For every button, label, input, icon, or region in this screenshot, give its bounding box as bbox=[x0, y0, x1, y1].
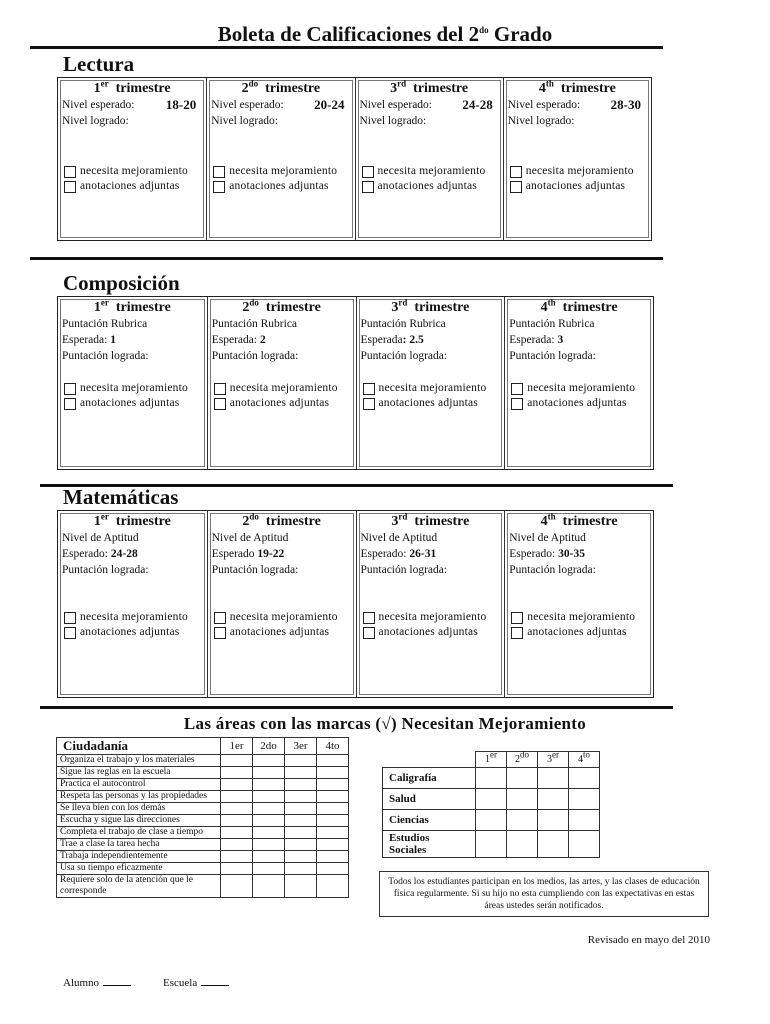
checkbox-group bbox=[64, 164, 202, 194]
quarter-column-header: 2do bbox=[253, 738, 285, 755]
subject-label: Caligrafía bbox=[383, 768, 476, 789]
quarter-column-header: 3er bbox=[285, 738, 317, 755]
mark-cell[interactable] bbox=[507, 768, 538, 789]
mark-cell[interactable] bbox=[317, 827, 349, 839]
areas-title: Las áreas con las marcas (√) Necesitan Mejoramiento bbox=[183, 714, 587, 733]
notes-attached-checkbox[interactable]: anotaciones adjuntas bbox=[511, 396, 649, 411]
mark-cell[interactable] bbox=[538, 768, 569, 789]
checkbox-group bbox=[214, 381, 352, 411]
expected-score: Esperado: 26-31 bbox=[360, 548, 437, 560]
section-title-composicion: Composición bbox=[63, 271, 180, 295]
achieved-score: Puntación lograda: bbox=[211, 350, 299, 362]
expected-score: Esperada: 3 bbox=[509, 334, 564, 346]
quarter-column-header: 1er bbox=[221, 738, 253, 755]
behavior-label: Usa su tiempo eficazmente bbox=[57, 863, 221, 875]
lectura-table bbox=[57, 77, 652, 241]
mark-cell[interactable] bbox=[253, 863, 285, 875]
mark-cell[interactable] bbox=[569, 831, 600, 858]
table-row bbox=[57, 767, 349, 779]
expected-value: 28-30 bbox=[610, 97, 641, 112]
lectura-quarter-2 bbox=[206, 78, 354, 240]
mark-cell[interactable] bbox=[221, 863, 253, 875]
expected-value: 26-31 bbox=[409, 548, 437, 560]
arts-note: Todos los estudiantes participan en los medios, las artes, y las clases de educación física regularmente. Si su hijo no esta cumpliendo con las expectativas en estas áreas ustedes serán notificados. bbox=[379, 871, 709, 917]
checkbox-group bbox=[214, 610, 352, 640]
mark-cell[interactable] bbox=[507, 789, 538, 810]
mark-cell[interactable] bbox=[285, 851, 317, 863]
mark-cell[interactable] bbox=[317, 779, 349, 791]
checkbox-group bbox=[511, 610, 649, 640]
quarter-heading: 1er trimestre bbox=[93, 78, 171, 96]
score-label: Puntación Rubrica bbox=[360, 318, 446, 330]
needs-improvement-checkbox[interactable]: necesita mejoramiento bbox=[510, 164, 647, 179]
expected-level: Nivel esperado: 28-30 bbox=[507, 97, 641, 112]
mark-cell[interactable] bbox=[285, 875, 317, 898]
achieved-level: Nivel logrado: bbox=[211, 115, 278, 127]
quarter-heading: 4th trimestre bbox=[538, 78, 616, 96]
achieved-score: Puntación lograda: bbox=[360, 350, 448, 362]
mark-cell[interactable] bbox=[253, 803, 285, 815]
achieved-level: Nivel logrado: bbox=[359, 115, 427, 127]
achieved-score: Puntación lograda: bbox=[62, 350, 149, 362]
mark-cell[interactable] bbox=[221, 839, 253, 851]
checkbox-icon[interactable] bbox=[362, 181, 374, 193]
mark-cell[interactable] bbox=[221, 815, 253, 827]
mark-cell[interactable] bbox=[317, 755, 349, 767]
notes-attached-checkbox[interactable]: anotaciones adjuntas bbox=[511, 625, 649, 640]
checkbox-group bbox=[363, 381, 501, 411]
mark-cell[interactable] bbox=[476, 810, 507, 831]
mark-cell[interactable] bbox=[569, 768, 600, 789]
checkbox-group bbox=[64, 610, 203, 640]
mark-cell[interactable] bbox=[317, 803, 349, 815]
table-row bbox=[383, 810, 600, 831]
mark-cell[interactable] bbox=[538, 831, 569, 858]
mark-cell[interactable] bbox=[221, 827, 253, 839]
student-field[interactable]: Alumno bbox=[63, 976, 131, 989]
composicion-quarter-2 bbox=[207, 297, 356, 469]
subject-label: Salud bbox=[383, 789, 476, 810]
mark-cell[interactable] bbox=[507, 810, 538, 831]
notes-attached-checkbox[interactable]: anotaciones adjuntas bbox=[510, 179, 647, 194]
composicion-table bbox=[57, 296, 654, 470]
behavior-label: Respeta las personas y las propiedades bbox=[57, 791, 221, 803]
needs-improvement-checkbox[interactable]: necesita mejoramiento bbox=[64, 610, 203, 625]
score-label: Nivel de Aptitud bbox=[509, 532, 586, 544]
checkbox-icon[interactable] bbox=[64, 166, 76, 178]
mark-cell[interactable] bbox=[476, 768, 507, 789]
behavior-label: Organiza el trabajo y los materiales bbox=[57, 755, 221, 767]
mark-cell[interactable] bbox=[253, 851, 285, 863]
checkbox-icon[interactable] bbox=[511, 398, 523, 410]
score-label: Puntación Rubrica bbox=[62, 318, 148, 330]
mark-cell[interactable] bbox=[253, 839, 285, 851]
checkbox-icon[interactable] bbox=[362, 166, 374, 178]
achieved-score: Puntación lograda: bbox=[211, 564, 299, 576]
mark-cell[interactable] bbox=[221, 851, 253, 863]
notes-attached-checkbox[interactable]: anotaciones adjuntas bbox=[363, 625, 501, 640]
expected-score: Esperado: 24-28 bbox=[62, 548, 138, 560]
notes-attached-checkbox[interactable]: anotaciones adjuntas bbox=[64, 625, 203, 640]
checkbox-icon[interactable] bbox=[213, 166, 225, 178]
table-row bbox=[57, 779, 349, 791]
checkbox-icon[interactable] bbox=[64, 612, 76, 624]
checkbox-group bbox=[363, 610, 501, 640]
checkbox-icon[interactable] bbox=[511, 612, 523, 624]
mark-cell[interactable] bbox=[253, 827, 285, 839]
matematicas-quarter-1 bbox=[58, 511, 207, 697]
score-label: Nivel de Aptitud bbox=[211, 532, 289, 544]
mark-cell[interactable] bbox=[221, 755, 253, 767]
notes-attached-checkbox[interactable]: anotaciones adjuntas bbox=[64, 179, 202, 194]
needs-improvement-checkbox[interactable]: necesita mejoramiento bbox=[362, 164, 499, 179]
mark-cell[interactable] bbox=[569, 789, 600, 810]
notes-attached-checkbox[interactable]: anotaciones adjuntas bbox=[362, 179, 499, 194]
expected-value: 18-20 bbox=[165, 97, 197, 112]
quarter-column-header: $4^{to}$ bbox=[569, 752, 600, 768]
expected-score: Esperado 19-22 bbox=[211, 548, 285, 560]
quarter-heading: 4th trimestre bbox=[540, 511, 618, 529]
citizenship-header: Ciudadanía bbox=[57, 738, 221, 755]
table-row bbox=[57, 791, 349, 803]
mark-cell[interactable] bbox=[317, 839, 349, 851]
checkbox-group bbox=[213, 164, 350, 194]
checkbox-icon[interactable] bbox=[214, 612, 226, 624]
checkbox-icon[interactable] bbox=[510, 166, 522, 178]
notes-attached-checkbox[interactable]: anotaciones adjuntas bbox=[64, 396, 203, 411]
mark-cell[interactable] bbox=[476, 831, 507, 858]
school-field[interactable]: Escuela bbox=[163, 976, 229, 989]
mark-cell[interactable] bbox=[253, 779, 285, 791]
expected-value: 30-35 bbox=[558, 548, 585, 560]
checkbox-icon[interactable] bbox=[214, 627, 226, 639]
achieved-score: Puntación lograda: bbox=[509, 564, 596, 576]
header-row bbox=[383, 752, 600, 768]
quarter-heading: 1er trimestre bbox=[93, 511, 171, 529]
needs-improvement-checkbox[interactable]: necesita mejoramiento bbox=[214, 381, 352, 396]
matematicas-quarter-3 bbox=[356, 511, 505, 697]
expected-level: Nivel esperado: 18-20 bbox=[62, 97, 197, 112]
expected-value: : 2.5 bbox=[402, 334, 424, 346]
checkbox-icon[interactable] bbox=[363, 627, 375, 639]
mark-cell[interactable] bbox=[285, 839, 317, 851]
mark-cell[interactable] bbox=[221, 767, 253, 779]
achieved-level: Nivel logrado: bbox=[507, 115, 575, 127]
expected-score: Esperada: 2.5 bbox=[360, 334, 424, 346]
score-label: Nivel de Aptitud bbox=[62, 532, 139, 544]
mark-cell[interactable] bbox=[253, 815, 285, 827]
quarter-heading: $2^{do}$ trimestre bbox=[242, 511, 321, 529]
score-label: Puntación Rubrica bbox=[509, 318, 595, 330]
notes-attached-checkbox[interactable]: anotaciones adjuntas bbox=[214, 625, 352, 640]
mark-cell[interactable] bbox=[317, 875, 349, 898]
expected-value: 19-22 bbox=[257, 548, 285, 560]
checkbox-icon[interactable] bbox=[510, 181, 522, 193]
matematicas-quarter-2 bbox=[207, 511, 356, 697]
checkbox-icon[interactable] bbox=[64, 383, 76, 395]
mark-cell[interactable] bbox=[221, 779, 253, 791]
behavior-label: Sigue las reglas en la escuela bbox=[57, 767, 221, 779]
section-title-matematicas: Matemáticas bbox=[63, 485, 179, 509]
needs-improvement-checkbox[interactable]: necesita mejoramiento bbox=[363, 610, 501, 625]
expected-level: Nivel esperado: 20-24 bbox=[211, 97, 345, 112]
expected-level: Nivel esperado: 24-28 bbox=[359, 97, 493, 112]
mark-cell[interactable] bbox=[317, 851, 349, 863]
table-row bbox=[57, 755, 349, 767]
expected-score: Esperada: 2 bbox=[211, 334, 266, 346]
subject-label: Estudios Sociales bbox=[383, 831, 476, 858]
quarter-heading: 4th trimestre bbox=[540, 297, 618, 315]
checkbox-icon[interactable] bbox=[511, 383, 523, 395]
matematicas-quarter-4 bbox=[504, 511, 653, 697]
mark-cell[interactable] bbox=[285, 815, 317, 827]
table-row bbox=[57, 863, 349, 875]
score-label: Nivel de Aptitud bbox=[360, 532, 438, 544]
quarter-column-header: $2^{do}$ bbox=[507, 752, 538, 768]
header-row bbox=[57, 738, 349, 755]
table-row bbox=[57, 815, 349, 827]
expected-value: 3 bbox=[557, 334, 564, 346]
subjects-table bbox=[382, 751, 600, 858]
needs-improvement-checkbox[interactable]: necesita mejoramiento bbox=[214, 610, 352, 625]
quarter-heading: 3rd trimestre bbox=[391, 297, 470, 315]
mark-cell[interactable] bbox=[285, 863, 317, 875]
table-row bbox=[383, 768, 600, 789]
table-row bbox=[57, 875, 349, 898]
composicion-quarter-4 bbox=[504, 297, 653, 469]
table-row bbox=[383, 831, 600, 858]
composicion-quarter-1 bbox=[58, 297, 207, 469]
quarter-column-header: 1er bbox=[476, 752, 507, 768]
behavior-label: Trae a clase la tarea hecha bbox=[57, 839, 221, 851]
expected-value: 20-24 bbox=[314, 97, 345, 112]
needs-improvement-checkbox[interactable]: necesita mejoramiento bbox=[64, 164, 202, 179]
mark-cell[interactable] bbox=[317, 767, 349, 779]
mark-cell[interactable] bbox=[253, 767, 285, 779]
table-row bbox=[383, 789, 600, 810]
table-row bbox=[57, 839, 349, 851]
needs-improvement-checkbox[interactable]: necesita mejoramiento bbox=[511, 610, 649, 625]
subject-label: Ciencias bbox=[383, 810, 476, 831]
mark-cell[interactable] bbox=[507, 831, 538, 858]
quarter-column-header: 3er bbox=[538, 752, 569, 768]
mark-cell[interactable] bbox=[221, 875, 253, 898]
behavior-label: Practica el autocontrol bbox=[57, 779, 221, 791]
citizenship-table bbox=[56, 737, 349, 898]
mark-cell[interactable] bbox=[253, 791, 285, 803]
behavior-label: Requiere solo de la atención que le corresponde bbox=[57, 875, 221, 898]
expected-score: Esperada: 1 bbox=[62, 334, 116, 346]
achieved-score: Puntación lograda: bbox=[360, 564, 448, 576]
quarter-heading: $2^{do}$ trimestre bbox=[241, 78, 321, 96]
mark-cell[interactable] bbox=[317, 863, 349, 875]
notes-attached-checkbox[interactable]: anotaciones adjuntas bbox=[363, 396, 501, 411]
divider bbox=[30, 46, 663, 49]
mark-cell[interactable] bbox=[285, 767, 317, 779]
revised-date: Revisado en mayo del 2010 bbox=[587, 934, 710, 946]
checkbox-icon[interactable] bbox=[363, 398, 375, 410]
expected-value: 24-28 bbox=[462, 97, 493, 112]
expected-value: 2 bbox=[259, 334, 266, 346]
lectura-quarter-3 bbox=[355, 78, 503, 240]
lectura-quarter-4 bbox=[503, 78, 651, 240]
checkbox-icon[interactable] bbox=[213, 181, 225, 193]
checkbox-icon[interactable] bbox=[363, 383, 375, 395]
behavior-label: Escucha y sigue las direcciones bbox=[57, 815, 221, 827]
mark-cell[interactable] bbox=[221, 791, 253, 803]
table-row bbox=[57, 827, 349, 839]
expected-value: 1 bbox=[110, 334, 116, 346]
matematicas-table bbox=[57, 510, 654, 698]
mark-cell[interactable] bbox=[253, 875, 285, 898]
mark-cell[interactable] bbox=[538, 789, 569, 810]
expected-value: 24-28 bbox=[110, 548, 138, 560]
mark-cell[interactable] bbox=[285, 755, 317, 767]
notes-attached-checkbox[interactable]: anotaciones adjuntas bbox=[213, 179, 350, 194]
notes-attached-checkbox[interactable]: anotaciones adjuntas bbox=[214, 396, 352, 411]
mark-cell[interactable] bbox=[317, 815, 349, 827]
quarter-heading: 3rd trimestre bbox=[391, 511, 470, 529]
score-label: Puntación Rubrica bbox=[211, 318, 298, 330]
mark-cell[interactable] bbox=[285, 779, 317, 791]
needs-improvement-checkbox[interactable]: necesita mejoramiento bbox=[511, 381, 649, 396]
achieved-score: Puntación lograda: bbox=[509, 350, 596, 362]
needs-improvement-checkbox[interactable]: necesita mejoramiento bbox=[213, 164, 350, 179]
achieved-level: Nivel logrado: bbox=[62, 115, 129, 127]
checkbox-group bbox=[64, 381, 203, 411]
section-title-lectura: Lectura bbox=[63, 52, 135, 76]
quarter-heading: 1er trimestre bbox=[93, 297, 171, 315]
mark-cell[interactable] bbox=[317, 791, 349, 803]
divider bbox=[30, 257, 663, 260]
checkbox-icon[interactable] bbox=[64, 181, 76, 193]
mark-cell[interactable] bbox=[285, 827, 317, 839]
needs-improvement-checkbox[interactable]: necesita mejoramiento bbox=[64, 381, 203, 396]
checkbox-icon[interactable] bbox=[64, 627, 76, 639]
checkbox-icon[interactable] bbox=[214, 398, 226, 410]
checkbox-icon[interactable] bbox=[64, 398, 76, 410]
checkbox-icon[interactable] bbox=[214, 383, 226, 395]
mark-cell[interactable] bbox=[285, 791, 317, 803]
behavior-label: Completa el trabajo de clase a tiempo bbox=[57, 827, 221, 839]
checkbox-group bbox=[362, 164, 499, 194]
expected-score: Esperado: 30-35 bbox=[509, 548, 585, 560]
lectura-quarter-1 bbox=[58, 78, 206, 240]
behavior-label: Trabaja independientemente bbox=[57, 851, 221, 863]
empty-header bbox=[383, 752, 476, 768]
divider bbox=[40, 706, 673, 709]
mark-cell[interactable] bbox=[253, 755, 285, 767]
quarter-heading: $2^{do}$ trimestre bbox=[242, 297, 321, 315]
checkbox-icon[interactable] bbox=[363, 612, 375, 624]
mark-cell[interactable] bbox=[569, 810, 600, 831]
table-row bbox=[57, 803, 349, 815]
needs-improvement-checkbox[interactable]: necesita mejoramiento bbox=[363, 381, 501, 396]
composicion-quarter-3 bbox=[356, 297, 505, 469]
behavior-label: Se lleva bien con los demás bbox=[57, 803, 221, 815]
checkbox-group bbox=[510, 164, 647, 194]
mark-cell[interactable] bbox=[538, 810, 569, 831]
mark-cell[interactable] bbox=[221, 803, 253, 815]
checkbox-icon[interactable] bbox=[511, 627, 523, 639]
achieved-score: Puntación lograda: bbox=[62, 564, 149, 576]
quarter-column-header: 4to bbox=[317, 738, 349, 755]
table-row bbox=[57, 851, 349, 863]
mark-cell[interactable] bbox=[476, 789, 507, 810]
mark-cell[interactable] bbox=[285, 803, 317, 815]
page-title: Boleta de Calificaciones del $2^{do}$ Grado bbox=[217, 22, 553, 46]
quarter-heading: 3rd trimestre bbox=[390, 78, 469, 96]
checkbox-group bbox=[511, 381, 649, 411]
